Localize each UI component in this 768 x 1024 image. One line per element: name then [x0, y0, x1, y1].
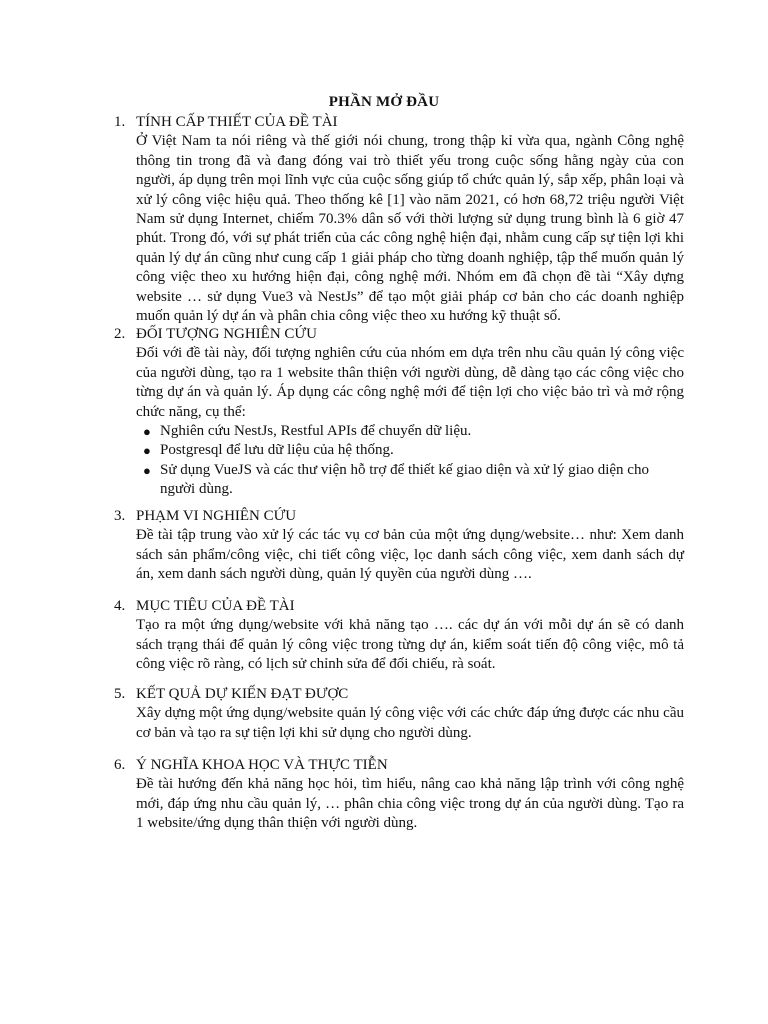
section-6 — [114, 756, 684, 834]
bullet-icon: ● — [143, 462, 151, 478]
bullet-icon: ● — [143, 443, 151, 459]
bullet-icon: ● — [143, 424, 151, 440]
bullet-text: Sử dụng VueJS và các thư viện hỗ trợ để thiết kế giao diện và xử lý giao diện cho người dùng. — [160, 461, 649, 498]
section-body: Đề tài tập trung vào xử lý các tác vụ cơ bản của một ứng dụng/website… như: Xem danh sách sản phẩm/công việc, chi tiết công việc, lọc danh sách công việc, xem danh sách dự án, xem danh sách người dùng, quản lý quyền của người dùng …. — [136, 527, 684, 583]
section-5 — [114, 685, 684, 743]
section-number: 3. — [114, 508, 126, 524]
section-heading-text: MỤC TIÊU CỦA ĐỀ TÀI — [136, 598, 295, 614]
section-body: Xây dựng một ứng dụng/website quản lý công việc với các chức đáp ứng được các nhu cầu cơ bản và tạo ra sự tiện lợi khi sử dụng cho người dùng. — [136, 705, 684, 741]
section-heading-text: TÍNH CẤP THIẾT CỦA ĐỀ TÀI — [136, 114, 338, 130]
bullet-text: Nghiên cứu NestJs, Restful APIs để chuyển dữ liệu. — [160, 423, 472, 440]
section-heading — [114, 685, 684, 704]
section-heading — [114, 325, 684, 344]
section-heading — [114, 113, 684, 132]
section-number: 2. — [114, 326, 126, 342]
section-3 — [114, 507, 684, 585]
section-2 — [114, 325, 684, 500]
bullet-item — [136, 441, 684, 460]
section-4 — [114, 597, 684, 675]
section-body: Đề tài hướng đến khả năng học hỏi, tìm hiểu, nâng cao khả năng lập trình với công nghệ mới, đáp ứng nhu cầu quản lý, … phân chia công việc trong dự án của người dùng. Tạo ra 1 website/ứng dụng thân thiện với người dùng. — [136, 776, 684, 832]
section-number: 6. — [114, 757, 126, 773]
section-heading-text: KẾT QUẢ DỰ KIẾN ĐẠT ĐƯỢC — [136, 686, 349, 702]
section-heading — [114, 756, 684, 775]
bullet-text: Postgresql để lưu dữ liệu của hệ thống. — [160, 442, 394, 459]
section-heading — [114, 507, 684, 526]
section-body: Ở Việt Nam ta nói riêng và thế giới nói chung, trong thập kỉ vừa qua, ngành Công nghệ thông tin trong đã và đang đóng vai trò thiết yếu trong cuộc sống hằng ngày của con người, áp dụng trên mọi lĩnh vực của cuộc sống giúp tổ chức quản lý, sắp xếp, phân loại và xử lý công việc hiệu quả. Theo thống kê [1] vào năm 2021, có hơn 68,72 triệu người Việt Nam sử dụng Internet, chiếm 70.3% dân số với thời lượng sử dụng trung bình là 6 giờ 47 phút. Trong đó, với sự phát triển của các công nghệ hiện đại, nhằm cung cấp sự tiện lợi khi quản lý dự án cũng như cung cấp 1 giải pháp cho từng doanh nghiệp, tập thể muốn quản lý công việc theo xu hướng hiện đại, công nghệ mới. Nhóm em đã chọn đề tài “Xây dựng website … sử dụng Vue3 và NestJs” để tạo một giải pháp cơ bản cho các doanh nghiệp muốn quản lý dự án và phân chia công việc theo xu hướng kỹ thuật số. — [136, 133, 684, 325]
section-number: 5. — [114, 686, 126, 702]
section-body: Tạo ra một ứng dụng/website với khả năng tạo …. các dự án với mỗi dự án sẽ có danh sách trạng thái để quản lý công việc trong từng dự án, kiểm soát tiến độ công việc, mô tả công việc rõ ràng, có lịch sử chỉnh sửa để đối chiếu, rà soát. — [136, 617, 684, 673]
section-heading-text: PHẠM VI NGHIÊN CỨU — [136, 508, 297, 524]
section-number: 4. — [114, 598, 126, 614]
section-heading — [114, 597, 684, 616]
section-1 — [114, 113, 684, 326]
bullet-item — [136, 422, 684, 441]
bullet-item — [136, 461, 684, 500]
section-body: Đối với đề tài này, đối tượng nghiên cứu của nhóm em dựa trên nhu cầu quản lý công việc của người dùng, tạo ra 1 website thân thiện với người dùng, dễ dàng tạo các công việc cho từng dự án và quản lý. Áp dụng các công nghệ mới để tiện lợi cho việc bảo trì và mở rộng chức năng, cụ thể: — [136, 345, 684, 420]
section-heading-text: Ý NGHĨA KHOA HỌC VÀ THỰC TIỄN — [136, 757, 388, 773]
document-title: PHẦN MỞ ĐẦU — [328, 94, 440, 110]
section-number: 1. — [114, 114, 126, 130]
bullet-list — [136, 422, 684, 500]
section-heading-text: ĐỐI TƯỢNG NGHIÊN CỨU — [136, 326, 317, 342]
